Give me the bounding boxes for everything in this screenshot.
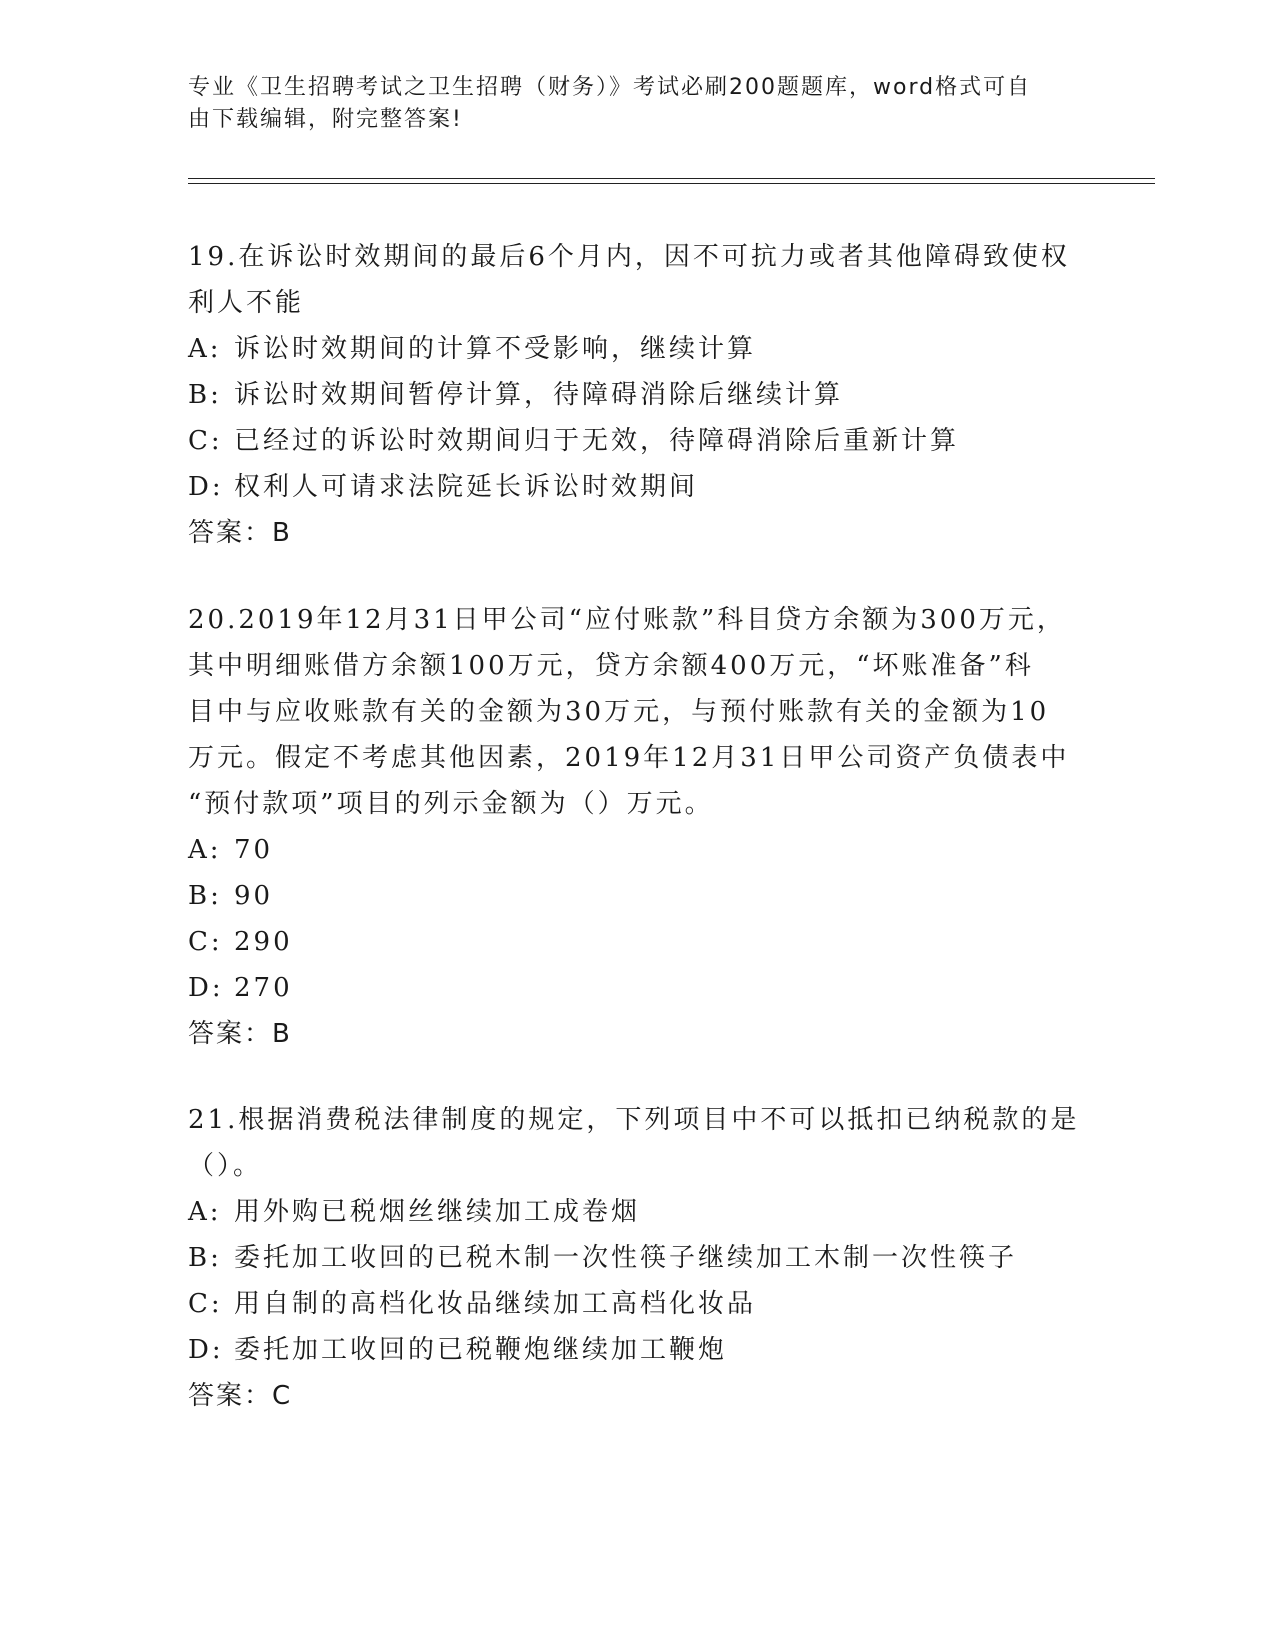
stem-line: “预付款项”项目的列示金额为（）万元。 — [188, 789, 714, 819]
option-letter: C: — [188, 426, 223, 456]
stem-line: 利人不能 — [188, 288, 305, 318]
answer-line: 答案：B — [188, 518, 292, 548]
header-divider-top — [188, 178, 1155, 179]
header-divider-bottom — [188, 183, 1155, 184]
option-letter: A: — [188, 334, 222, 364]
stem-line: 其中明细账借方余额100万元，贷方余额400万元，“坏账准备”科 — [188, 651, 1034, 681]
option-letter: B: — [188, 380, 222, 410]
stem-line: 21.根据消费税法律制度的规定，下列项目中不可以抵扣已纳税款的是 — [188, 1105, 1080, 1135]
option-letter: C: — [188, 1289, 223, 1319]
answer-line: 答案：B — [188, 1019, 292, 1049]
stem-line: 20.2019年12月31日甲公司“应付账款”科目贷方余额为300万元， — [188, 605, 1066, 635]
option-d — [188, 464, 1088, 510]
question-20 — [188, 597, 1088, 1057]
option-c — [188, 418, 1088, 464]
header-line-2: 由下载编辑，附完整答案! — [188, 107, 463, 132]
question-stem — [188, 597, 1088, 827]
option-b — [188, 372, 1088, 418]
option-text: 70 — [234, 835, 274, 865]
question-stem — [188, 234, 1088, 326]
document-header — [188, 72, 1068, 136]
option-text: 诉讼时效期间暂停计算，待障碍消除后继续计算 — [234, 380, 844, 410]
option-letter: B: — [188, 1243, 222, 1273]
stem-line: （）。 — [188, 1151, 263, 1181]
option-letter: D: — [188, 472, 224, 502]
option-letter: B: — [188, 881, 222, 911]
stem-line: 万元。假定不考虑其他因素，2019年12月31日甲公司资产负债表中 — [188, 743, 1070, 773]
header-line-1: 专业《卫生招聘考试之卫生招聘（财务）》考试必刷200题题库，word格式可自 — [188, 75, 1032, 100]
option-text: 270 — [234, 973, 293, 1003]
option-letter: D: — [188, 973, 224, 1003]
option-text: 已经过的诉讼时效期间归于无效，待障碍消除后重新计算 — [234, 426, 960, 456]
option-text: 诉讼时效期间的计算不受影响，继续计算 — [234, 334, 757, 364]
option-c — [188, 919, 1088, 965]
question-19 — [188, 234, 1088, 556]
question-stem — [188, 1097, 1088, 1189]
option-b — [188, 873, 1088, 919]
option-a — [188, 827, 1088, 873]
option-b — [188, 1235, 1088, 1281]
option-text: 委托加工收回的已税鞭炮继续加工鞭炮 — [234, 1335, 728, 1365]
option-text: 用外购已税烟丝继续加工成卷烟 — [234, 1197, 641, 1227]
option-c — [188, 1281, 1088, 1327]
option-letter: C: — [188, 927, 223, 957]
option-d — [188, 1327, 1088, 1373]
stem-line: 19.在诉讼时效期间的最后6个月内，因不可抗力或者其他障碍致使权 — [188, 242, 1070, 272]
answer-line: 答案：C — [188, 1381, 293, 1411]
option-d — [188, 965, 1088, 1011]
question-21 — [188, 1097, 1088, 1419]
option-text: 委托加工收回的已税木制一次性筷子继续加工木制一次性筷子 — [234, 1243, 1018, 1273]
option-text: 权利人可请求法院延长诉讼时效期间 — [234, 472, 699, 502]
stem-line: 目中与应收账款有关的金额为30万元，与预付账款有关的金额为10 — [188, 697, 1050, 727]
option-a — [188, 326, 1088, 372]
option-text: 90 — [234, 881, 274, 911]
option-text: 290 — [234, 927, 293, 957]
option-letter: A: — [188, 1197, 222, 1227]
option-letter: A: — [188, 835, 222, 865]
option-letter: D: — [188, 1335, 224, 1365]
option-a — [188, 1189, 1088, 1235]
option-text: 用自制的高档化妆品继续加工高档化妆品 — [234, 1289, 757, 1319]
